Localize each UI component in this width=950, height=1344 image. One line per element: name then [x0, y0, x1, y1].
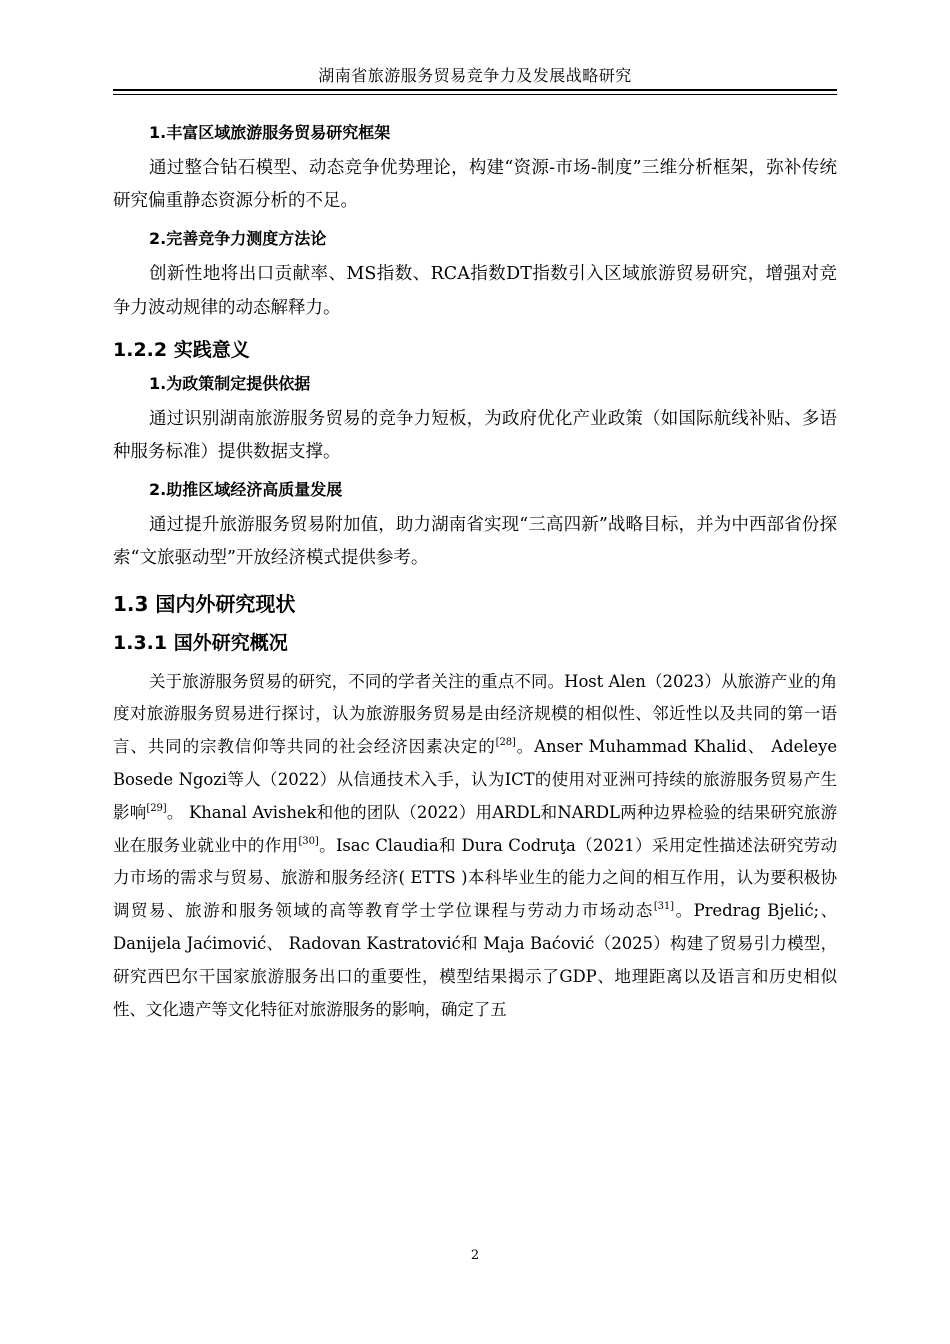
section-heading-practical-significance: 1.2.2 实践意义 [113, 338, 250, 361]
subheading-research-framework: 1.丰富区域旅游服务贸易研究框架 [149, 123, 391, 142]
citation-29: [29] [146, 802, 167, 814]
text-segment: 关于旅游服务贸易的研究，不同的学者关注的重点不同。Host Alen（2023）从旅游产业的角度对旅游服务贸易进行探讨，认为旅游服务贸易是由经济规模的相似性、邻近性以及共同的第一语言、共同的宗教信仰等共同的社会经济因素决定的 [113, 671, 837, 757]
subheading-methodology: 2.完善竞争力测度方法论 [149, 229, 327, 249]
citation-31: [31] [653, 901, 674, 913]
section-heading-foreign-research: 1.3.1 国外研究概况 [113, 631, 288, 654]
running-header: 湖南省旅游服务贸易竞争力及发展战略研究 [318, 66, 632, 85]
paragraph-research-framework: 通过整合钻石模型、动态竞争优势理论，构建“资源-市场-制度”三维分析框架，弥补传统研究偏重静态资源分析的不足。 [113, 158, 837, 212]
text-segment: 。Predrag Bjelić;、Danijela Jaćimović、 Radovan Kastratović和 Maja Baćović（2025）构建了贸易引力模型，研究西巴尔干国家旅游服务出口的重要性，模型结果揭示了GDP、地理距离以及语言和历史相似性、文化遗产等文化特征对旅游服务的影响，确定了五 [113, 901, 837, 1019]
citation-28: [28] [495, 737, 516, 749]
paragraph-policy-basis: 通过识别湖南旅游服务贸易的竞争力短板，为政府优化产业政策（如国际航线补贴、多语种服务标准）提供数据支撑。 [113, 408, 837, 463]
subheading-regional-development: 2.助推区域经济高质量发展 [149, 480, 343, 500]
paragraph-methodology: 创新性地将出口贡献率、MS指数、RCA指数DT指数引入区域旅游贸易研究，增强对竞争力波动规律的动态解释力。 [113, 264, 837, 318]
header-rule-thin [113, 94, 837, 95]
page-number: 2 [470, 1248, 480, 1263]
header-rule-thick [113, 89, 837, 91]
text-segment: 。 Khanal Avishek和他的团队（2022）用ARDL和NARDL两种边界检验的结果研究旅游业在服务业就业中的作用 [113, 802, 837, 855]
text-segment: 。Anser Muhammad Khalid、 Adeleye Bosede Ngozi等人（2022）从信通技术入手，认为ICT的使用对亚洲可持续的旅游服务贸易产生影响 [113, 737, 837, 822]
paragraph-foreign-research [113, 666, 837, 1027]
subheading-policy-basis: 1.为政策制定提供依据 [149, 373, 311, 393]
section-heading-research-status: 1.3 国内外研究现状 [113, 591, 296, 616]
paragraph-regional-development: 通过提升旅游服务贸易附加值，助力湖南省实现“三高四新”战略目标，并为中西部省份探索“文旅驱动型”开放经济模式提供参考。 [113, 515, 837, 569]
citation-30: [30] [298, 835, 319, 847]
page-body [113, 112, 837, 1032]
text-segment: 。Isac Claudia和 Dura Codruţa（2021）采用定性描述法研究劳动力市场的需求与贸易、旅游和服务经济( ETTS )本科毕业生的能力之间的相互作用，认为要积极协调贸易、旅游和服务领域的高等教育学士学位课程与劳动力市场动态 [113, 835, 837, 921]
